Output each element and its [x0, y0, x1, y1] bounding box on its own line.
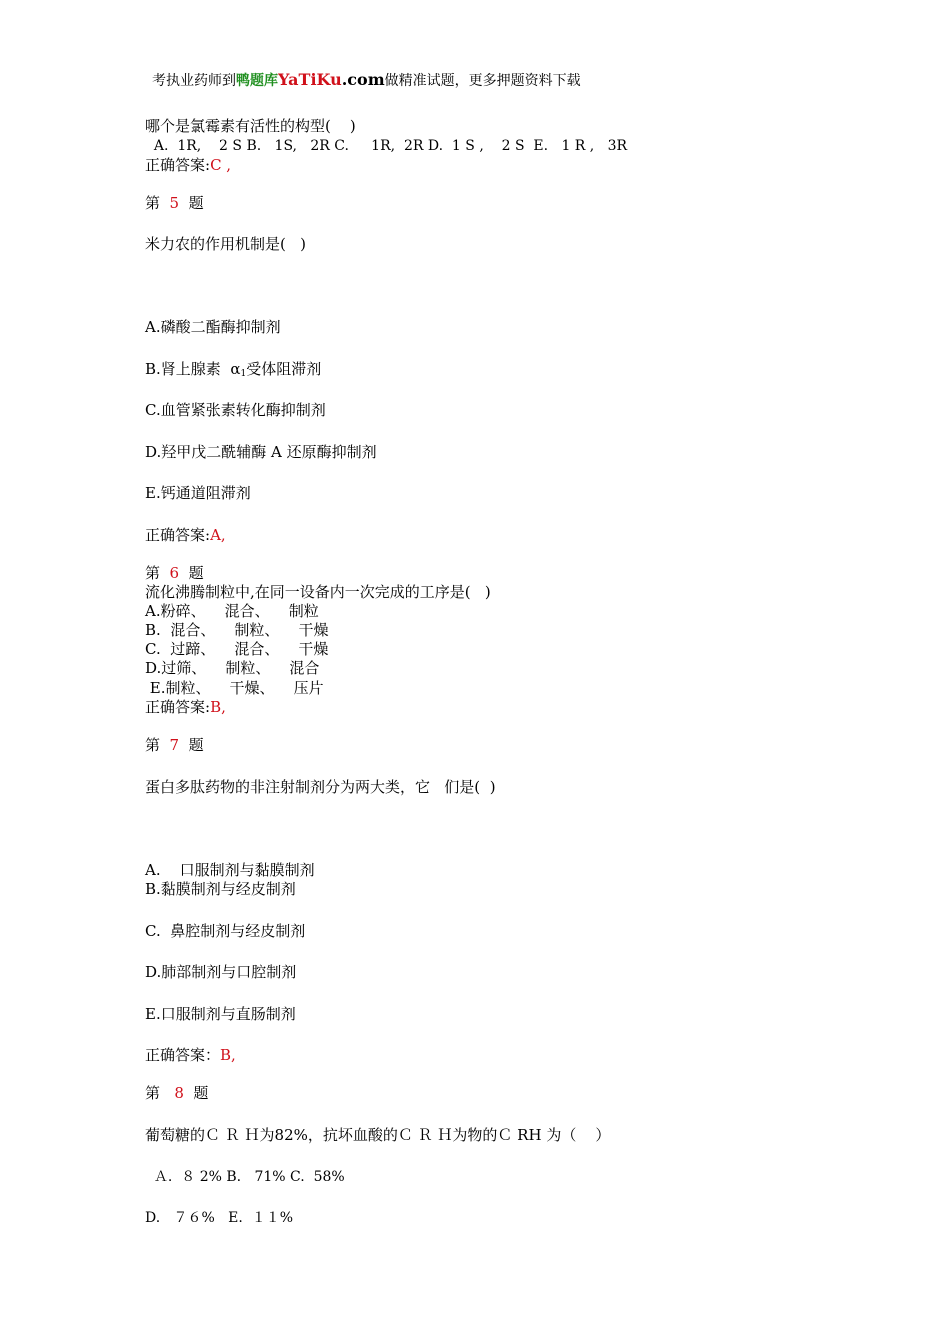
option-text: B.肾上腺素 α — [145, 360, 241, 378]
brand-domain[interactable]: .com — [341, 70, 385, 89]
answer-label: 正确答案: — [145, 698, 211, 716]
q5-option-e: E.钙通道阻滞剂 — [145, 484, 251, 502]
question-number: 6 — [169, 564, 180, 582]
subscript: 1 — [240, 369, 247, 379]
q6-stem: 流化沸腾制粒中,在同一设备内一次完成的工序是( ) — [145, 583, 491, 601]
q7-option-e: E.口服制剂与直肠制剂 — [145, 1005, 296, 1023]
title-suffix: 题 — [179, 194, 204, 212]
answer-value: C , — [210, 156, 232, 174]
q7-stem: 蛋白多肽药物的非注射制剂分为两大类，它 们是( ) — [145, 778, 496, 796]
title-prefix: 第 — [145, 1084, 175, 1102]
q5-option-c: C.血管紧张素转化酶抑制剂 — [145, 401, 326, 419]
q6-option-e: E.制粒、 干燥、 压片 — [145, 679, 324, 697]
header-suffix: 做精准试题，更多押题资料下载 — [384, 73, 581, 89]
q6-title — [145, 564, 204, 582]
answer-label: 正确答案: — [145, 156, 211, 174]
q5-answer — [145, 526, 226, 544]
answer-label: 正确答案: — [145, 526, 211, 544]
title-suffix: 题 — [179, 736, 204, 754]
q6-option-d: D.过筛、 制粒、 混合 — [145, 659, 320, 677]
title-suffix: 题 — [183, 1084, 209, 1102]
q6-option-c: C. 过蹄、 混合、 干燥 — [145, 640, 329, 658]
title-suffix: 题 — [179, 564, 204, 582]
q4-stem: 哪个是氯霉素有活性的构型( ) — [145, 117, 356, 135]
site-header — [152, 71, 581, 90]
q6-option-a: A.粉碎、 混合、 制粒 — [145, 602, 319, 620]
option-text: 受体阻滞剂 — [246, 360, 322, 378]
question-number: 7 — [169, 736, 180, 754]
q8-options-line-1: Ａ. ８ 2% B. 71% C. 58% — [145, 1169, 345, 1185]
title-prefix: 第 — [145, 564, 170, 582]
answer-value: B, — [220, 1046, 236, 1064]
q8-stem: 葡萄糖的Ｃ Ｒ Ｈ为82%，抗坏血酸的Ｃ Ｒ Ｈ为物的Ｃ RH 为（ ） — [145, 1126, 611, 1144]
brand-name-en[interactable]: YaTiKu — [278, 70, 342, 89]
q7-option-b: B.黏膜制剂与经皮制剂 — [145, 880, 296, 898]
q4-options: A. 1R, 2 S B. 1S, 2R C. 1R, 2R D. 1 S , 2 S E. 1 R , 3R — [145, 138, 628, 154]
q6-answer — [145, 698, 226, 716]
q8-title — [145, 1084, 208, 1102]
q5-option-a: A.磷酸二酯酶抑制剂 — [145, 318, 281, 336]
header-prefix: 考执业药师到 — [152, 73, 236, 89]
q5-title — [145, 194, 204, 212]
q4-answer — [145, 156, 231, 174]
title-prefix: 第 — [145, 736, 170, 754]
title-prefix: 第 — [145, 194, 170, 212]
question-number: 8 — [174, 1084, 184, 1102]
q7-title — [145, 736, 204, 754]
q7-option-a: A. 口服制剂与黏膜制剂 — [145, 861, 315, 879]
q6-option-b: B. 混合、 制粒、 干燥 — [145, 621, 329, 639]
question-number: 5 — [169, 194, 180, 212]
q7-answer — [145, 1046, 236, 1064]
q7-option-d: D.肺部制剂与口腔制剂 — [145, 963, 297, 981]
q7-option-c: C. 鼻腔制剂与经皮制剂 — [145, 922, 306, 940]
q8-options-line-2: D. ７６% E. １１% — [145, 1210, 294, 1226]
brand-name-cn[interactable]: 鸭题库 — [236, 73, 278, 89]
q5-option-d: D.羟甲戊二酰辅酶 A 还原酶抑制剂 — [145, 443, 377, 461]
answer-label: 正确答案： — [145, 1046, 221, 1064]
q5-option-b — [145, 360, 321, 383]
answer-value: A, — [210, 526, 226, 544]
answer-value: B, — [210, 698, 226, 716]
q5-stem: 米力农的作用机制是( ) — [145, 235, 307, 253]
